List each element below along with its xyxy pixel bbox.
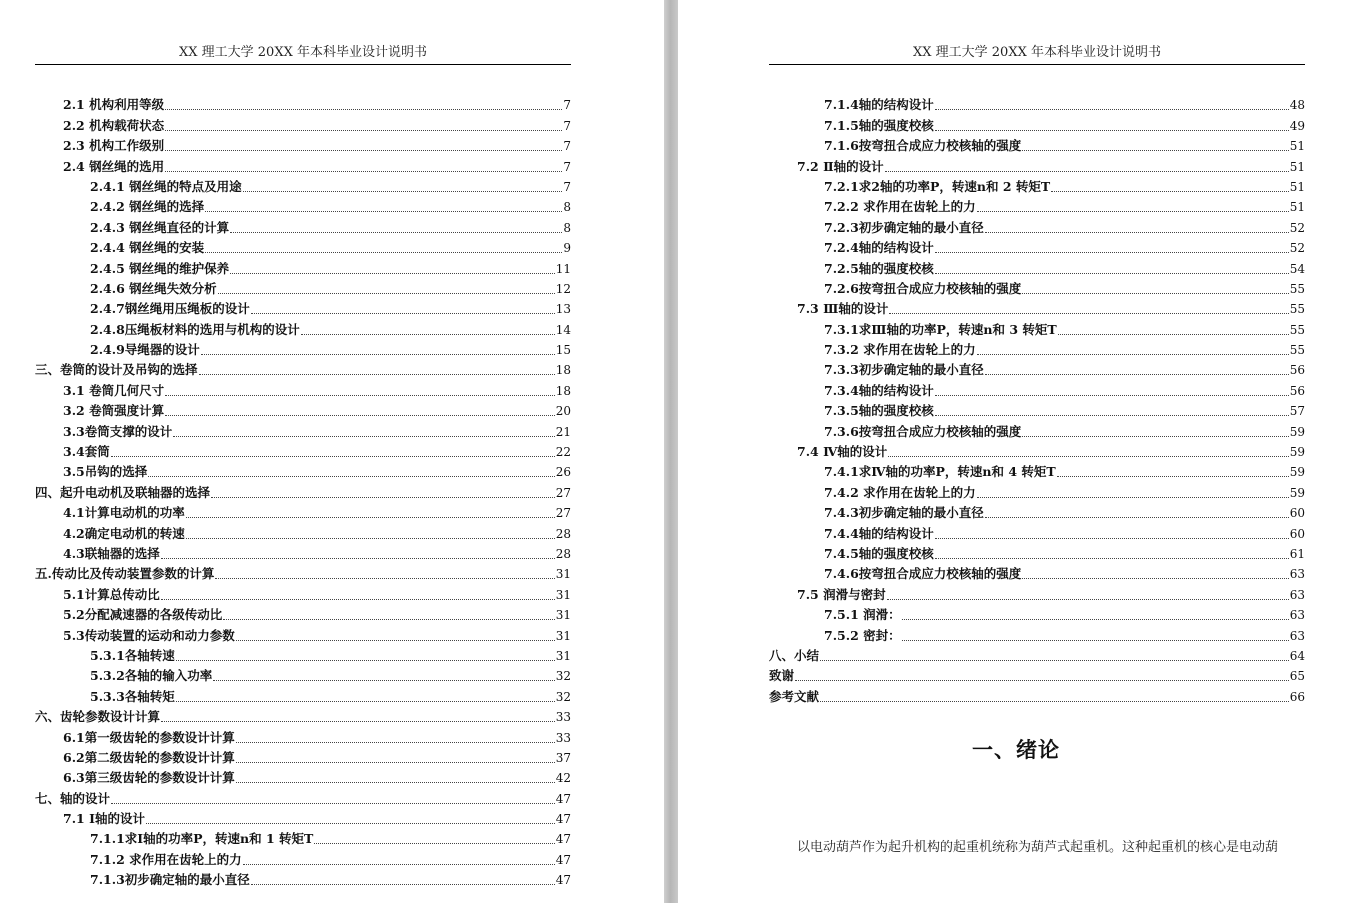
- toc-entry-title: 5.2分配减速器的各级传动比: [63, 607, 223, 623]
- toc-entry[interactable]: [769, 440, 1305, 460]
- toc-page-number: 27: [555, 485, 571, 500]
- toc-dot-leader: [1022, 149, 1288, 151]
- toc-page-number: 63: [1289, 567, 1305, 582]
- toc-dot-leader: [201, 353, 555, 355]
- toc-dot-leader: [176, 659, 555, 661]
- toc-page-number: 59: [1289, 465, 1305, 480]
- toc-dot-leader: [161, 598, 555, 600]
- toc-entry-title: 五.传动比及传动装置参数的计算: [35, 566, 215, 582]
- toc-entry[interactable]: [769, 134, 1305, 154]
- toc-entry-title: 7.2.4轴的结构设计: [824, 240, 934, 256]
- toc-entry-title: 六、齿轮参数设计计算: [35, 709, 161, 725]
- toc-entry[interactable]: [35, 358, 571, 378]
- toc-entry-title: 7.4.5轴的强度校核: [824, 545, 934, 561]
- toc-dot-leader: [902, 618, 1289, 620]
- toc-page-number: 63: [1289, 628, 1305, 643]
- toc-entry[interactable]: [769, 644, 1305, 664]
- toc-entry[interactable]: [769, 501, 1305, 521]
- toc-page-number: 33: [555, 710, 571, 725]
- toc-entry-title: 5.1计算总传动比: [63, 586, 160, 602]
- toc-entry-title: 5.3传动装置的运动和动力参数: [63, 627, 235, 643]
- toc-entry-title: 3.1 卷筒几何尺寸: [63, 382, 165, 398]
- toc-entry[interactable]: [35, 236, 571, 256]
- toc-entry[interactable]: [35, 868, 571, 888]
- toc-dot-leader: [795, 679, 1289, 681]
- toc-page-number: 7: [563, 159, 571, 174]
- toc-entry[interactable]: [35, 378, 571, 398]
- toc-entry-title: 7.1.1求Ⅰ轴的功率P，转速n和 1 转矩T: [90, 831, 314, 847]
- toc-entry[interactable]: [769, 358, 1305, 378]
- toc-entry-title: 2.4.8压绳板材料的选用与机构的设计: [90, 321, 300, 337]
- toc-page-number: 18: [555, 363, 571, 378]
- toc-entry-title: 3.4套筒: [63, 444, 110, 460]
- toc-dot-leader: [301, 333, 555, 335]
- toc-entry-title: 7.5.1 润滑：: [824, 607, 901, 623]
- toc-page-number: 9: [563, 241, 571, 256]
- toc-dot-leader: [148, 475, 554, 477]
- table-of-contents: [769, 93, 1305, 705]
- toc-dot-leader: [251, 883, 555, 885]
- toc-dot-leader: [985, 373, 1289, 375]
- toc-entry-title: 7.1 Ⅰ轴的设计: [63, 811, 145, 827]
- toc-page-number: 31: [555, 628, 571, 643]
- toc-page-number: 65: [1289, 669, 1305, 684]
- table-of-contents: [35, 93, 571, 888]
- toc-entry-title: 7.2.3初步确定轴的最小直径: [824, 219, 984, 235]
- toc-entry-title: 7.3.2 求作用在齿轮上的力: [824, 342, 976, 358]
- toc-page-number: 7: [563, 139, 571, 154]
- toc-entry[interactable]: [769, 338, 1305, 358]
- toc-entry[interactable]: [769, 562, 1305, 582]
- toc-entry-title: 八、小结: [769, 647, 820, 663]
- toc-dot-leader: [935, 414, 1289, 416]
- toc-dot-leader: [186, 516, 555, 518]
- toc-entry[interactable]: [769, 175, 1305, 195]
- body-paragraph: 以电动葫芦作为起升机构的起重机统称为葫芦式起重机。这种起重机的核心是电动葫: [797, 840, 1279, 855]
- toc-entry[interactable]: [769, 603, 1305, 623]
- toc-entry-title: 7.4.3初步确定轴的最小直径: [824, 505, 984, 521]
- toc-dot-leader: [165, 149, 562, 151]
- toc-entry[interactable]: [35, 215, 571, 235]
- toc-dot-leader: [165, 129, 562, 131]
- toc-page-number: 31: [555, 648, 571, 663]
- toc-page-number: 8: [563, 200, 571, 215]
- document-page-right: [678, 0, 1354, 903]
- toc-dot-leader: [176, 700, 555, 702]
- toc-entry-title: 2.4.5 钢丝绳的维护保养: [90, 260, 230, 276]
- toc-page-number: 55: [1289, 343, 1305, 358]
- toc-page-number: 63: [1289, 587, 1305, 602]
- toc-entry-title: 7.5.2 密封：: [824, 627, 901, 643]
- toc-dot-leader: [230, 231, 562, 233]
- toc-entry-title: 7.2.6按弯扭合成应力校核轴的强度: [824, 280, 1022, 296]
- toc-dot-leader: [1058, 333, 1289, 335]
- toc-dot-leader: [111, 802, 555, 804]
- toc-entry-title: 7.1.2 求作用在齿轮上的力: [90, 851, 242, 867]
- toc-dot-leader: [205, 251, 562, 253]
- toc-dot-leader: [230, 272, 555, 274]
- page-gutter: [664, 0, 678, 903]
- toc-dot-leader: [888, 455, 1288, 457]
- toc-entry-title: 2.3 机构工作级别: [63, 138, 165, 154]
- toc-entry[interactable]: [769, 623, 1305, 643]
- toc-entry-title: 7.3.3初步确定轴的最小直径: [824, 362, 984, 378]
- toc-page-number: 60: [1289, 506, 1305, 521]
- toc-page-number: 20: [555, 404, 571, 419]
- toc-page-number: 8: [563, 220, 571, 235]
- toc-dot-leader: [1022, 292, 1288, 294]
- toc-dot-leader: [165, 414, 555, 416]
- toc-dot-leader: [199, 373, 555, 375]
- toc-entry[interactable]: [769, 480, 1305, 500]
- toc-entry[interactable]: [35, 623, 571, 643]
- toc-page-number: 54: [1289, 261, 1305, 276]
- toc-dot-leader: [1022, 435, 1288, 437]
- toc-dot-leader: [902, 639, 1289, 641]
- toc-page-number: 47: [555, 852, 571, 867]
- toc-page-number: 47: [555, 873, 571, 888]
- toc-dot-leader: [977, 210, 1289, 212]
- toc-dot-leader: [161, 557, 555, 559]
- toc-entry-title: 3.2 卷筒强度计算: [63, 403, 165, 419]
- toc-dot-leader: [885, 170, 1289, 172]
- toc-entry[interactable]: [35, 746, 571, 766]
- toc-entry-title: 四、起升电动机及联轴器的选择: [35, 484, 211, 500]
- toc-entry-title: 7.3.4轴的结构设计: [824, 382, 934, 398]
- toc-page-number: 59: [1289, 485, 1305, 500]
- toc-entry[interactable]: [35, 154, 571, 174]
- toc-entry[interactable]: [769, 215, 1305, 235]
- toc-entry-title: 7.1.4轴的结构设计: [824, 97, 934, 113]
- toc-page-number: 14: [555, 322, 571, 337]
- toc-page-number: 55: [1289, 302, 1305, 317]
- toc-page-number: 28: [555, 546, 571, 561]
- toc-entry[interactable]: [35, 297, 571, 317]
- toc-entry[interactable]: [35, 175, 571, 195]
- toc-page-number: 13: [555, 302, 571, 317]
- toc-entry[interactable]: [35, 113, 571, 133]
- toc-dot-leader: [985, 516, 1289, 518]
- toc-entry[interactable]: [769, 399, 1305, 419]
- toc-page-number: 51: [1289, 139, 1305, 154]
- toc-entry[interactable]: [35, 419, 571, 439]
- toc-dot-leader: [236, 761, 555, 763]
- toc-entry[interactable]: [769, 582, 1305, 602]
- toc-page-number: 15: [555, 343, 571, 358]
- toc-entry-title: 6.1第一级齿轮的参数设计计算: [63, 729, 235, 745]
- toc-dot-leader: [165, 170, 562, 172]
- toc-page-number: 49: [1289, 118, 1305, 133]
- toc-entry[interactable]: [35, 603, 571, 623]
- toc-entry-title: 7.1.5轴的强度校核: [824, 117, 934, 133]
- toc-page-number: 31: [555, 567, 571, 582]
- toc-entry[interactable]: [35, 256, 571, 276]
- toc-entry[interactable]: [769, 521, 1305, 541]
- toc-dot-leader: [223, 618, 554, 620]
- toc-dot-leader: [977, 353, 1289, 355]
- toc-page-number: 7: [563, 179, 571, 194]
- toc-page-number: 21: [555, 424, 571, 439]
- toc-page-number: 47: [555, 791, 571, 806]
- toc-dot-leader: [173, 435, 554, 437]
- toc-dot-leader: [985, 231, 1289, 233]
- page-header: XX 理工大学 20XX 年本科毕业设计说明书: [769, 44, 1305, 65]
- toc-page-number: 51: [1289, 159, 1305, 174]
- toc-dot-leader: [165, 394, 555, 396]
- toc-page-number: 66: [1289, 689, 1305, 704]
- toc-dot-leader: [186, 537, 555, 539]
- toc-entry-title: 6.2第二级齿轮的参数设计计算: [63, 749, 235, 765]
- toc-page-number: 56: [1289, 383, 1305, 398]
- toc-page-number: 47: [555, 812, 571, 827]
- toc-entry[interactable]: [35, 786, 571, 806]
- toc-page-number: 59: [1289, 424, 1305, 439]
- toc-entry[interactable]: [35, 134, 571, 154]
- toc-entry[interactable]: [769, 460, 1305, 480]
- toc-entry[interactable]: [35, 440, 571, 460]
- toc-entry[interactable]: [35, 399, 571, 419]
- toc-dot-leader: [243, 863, 555, 865]
- toc-entry[interactable]: [769, 297, 1305, 317]
- toc-page-number: 55: [1289, 322, 1305, 337]
- chapter-heading: 一、绪论: [972, 737, 1060, 762]
- toc-dot-leader: [205, 210, 562, 212]
- toc-page-number: 28: [555, 526, 571, 541]
- toc-entry[interactable]: [35, 705, 571, 725]
- toc-entry-title: 3.3卷筒支撑的设计: [63, 423, 173, 439]
- toc-page-number: 11: [555, 261, 571, 276]
- toc-dot-leader: [935, 537, 1289, 539]
- toc-entry-title: 2.4.4 钢丝绳的安装: [90, 240, 205, 256]
- toc-dot-leader: [161, 720, 555, 722]
- toc-entry-title: 4.2确定电动机的转速: [63, 525, 185, 541]
- toc-entry[interactable]: [769, 256, 1305, 276]
- toc-entry[interactable]: [35, 766, 571, 786]
- toc-page-number: 63: [1289, 608, 1305, 623]
- toc-entry-title: 2.2 机构载荷状态: [63, 117, 165, 133]
- toc-page-number: 37: [555, 750, 571, 765]
- toc-page-number: 61: [1289, 546, 1305, 561]
- toc-entry-title: 2.4.3 钢丝绳直径的计算: [90, 219, 230, 235]
- toc-entry[interactable]: [35, 562, 571, 582]
- toc-entry[interactable]: [35, 277, 571, 297]
- toc-entry-title: 2.4.7钢丝绳用压绳板的设计: [90, 301, 250, 317]
- toc-dot-leader: [211, 496, 555, 498]
- toc-dot-leader: [820, 659, 1289, 661]
- toc-entry-title: 3.5吊钩的选择: [63, 464, 148, 480]
- page-header: XX 理工大学 20XX 年本科毕业设计说明书: [35, 44, 571, 65]
- toc-page-number: 31: [555, 608, 571, 623]
- toc-entry-title: 参考文献: [769, 688, 820, 704]
- toc-dot-leader: [251, 312, 555, 314]
- toc-entry[interactable]: [35, 317, 571, 337]
- toc-dot-leader: [215, 577, 554, 579]
- toc-entry[interactable]: [35, 644, 571, 664]
- toc-entry[interactable]: [35, 725, 571, 745]
- toc-entry[interactable]: [35, 93, 571, 113]
- toc-dot-leader: [935, 129, 1289, 131]
- toc-page-number: 33: [555, 730, 571, 745]
- toc-page-number: 26: [555, 465, 571, 480]
- toc-entry-title: 5.3.3各轴转矩: [90, 688, 175, 704]
- toc-page-number: 52: [1289, 220, 1305, 235]
- toc-page-number: 47: [555, 832, 571, 847]
- toc-entry[interactable]: [769, 195, 1305, 215]
- toc-entry-title: 7.4.2 求作用在齿轮上的力: [824, 484, 976, 500]
- toc-entry[interactable]: [769, 277, 1305, 297]
- toc-dot-leader: [314, 842, 554, 844]
- toc-page-number: 32: [555, 689, 571, 704]
- toc-entry-title: 7.2.2 求作用在齿轮上的力: [824, 199, 976, 215]
- toc-dot-leader: [165, 108, 562, 110]
- toc-entry[interactable]: [35, 827, 571, 847]
- toc-entry-title: 致谢: [769, 668, 795, 684]
- toc-entry-title: 7.2.1求2轴的功率P，转速n和 2 转矩T: [824, 178, 1051, 194]
- toc-page-number: 18: [555, 383, 571, 398]
- toc-entry-title: 7.4.1求Ⅳ轴的功率P，转速n和 4 转矩T: [824, 464, 1056, 480]
- toc-entry[interactable]: [769, 317, 1305, 337]
- toc-dot-leader: [218, 292, 555, 294]
- toc-entry[interactable]: [769, 684, 1305, 704]
- toc-dot-leader: [236, 781, 555, 783]
- toc-dot-leader: [146, 822, 555, 824]
- toc-page-number: 51: [1289, 200, 1305, 215]
- toc-entry[interactable]: [769, 542, 1305, 562]
- toc-entry[interactable]: [35, 664, 571, 684]
- toc-dot-leader: [1051, 190, 1289, 192]
- toc-entry-title: 7.1.3初步确定轴的最小直径: [90, 872, 250, 888]
- toc-dot-leader: [1057, 475, 1289, 477]
- toc-entry-title: 7.3 Ⅲ轴的设计: [797, 301, 889, 317]
- toc-entry[interactable]: [35, 807, 571, 827]
- toc-entry[interactable]: [35, 460, 571, 480]
- toc-dot-leader: [820, 700, 1289, 702]
- toc-dot-leader: [236, 741, 555, 743]
- toc-entry[interactable]: [35, 338, 571, 358]
- toc-entry-title: 4.3联轴器的选择: [63, 545, 160, 561]
- toc-dot-leader: [935, 557, 1289, 559]
- toc-dot-leader: [889, 312, 1288, 314]
- toc-entry[interactable]: [35, 684, 571, 704]
- toc-entry[interactable]: [769, 154, 1305, 174]
- toc-entry-title: 5.3.2各轴的输入功率: [90, 668, 213, 684]
- toc-entry-title: 2.4.6 钢丝绳失效分析: [90, 280, 217, 296]
- toc-page-number: 7: [563, 98, 571, 113]
- toc-dot-leader: [935, 108, 1289, 110]
- toc-entry[interactable]: [769, 236, 1305, 256]
- toc-entry-title: 七、轴的设计: [35, 790, 111, 806]
- toc-dot-leader: [887, 598, 1289, 600]
- toc-page-number: 51: [1289, 179, 1305, 194]
- toc-entry-title: 4.1计算电动机的功率: [63, 505, 185, 521]
- toc-page-number: 56: [1289, 363, 1305, 378]
- toc-entry[interactable]: [769, 419, 1305, 439]
- toc-dot-leader: [213, 679, 554, 681]
- toc-page-number: 64: [1289, 648, 1305, 663]
- toc-page-number: 32: [555, 669, 571, 684]
- toc-entry[interactable]: [35, 521, 571, 541]
- toc-entry-title: 7.4.6按弯扭合成应力校核轴的强度: [824, 566, 1022, 582]
- toc-entry-title: 2.4 钢丝绳的选用: [63, 158, 165, 174]
- toc-dot-leader: [935, 394, 1289, 396]
- toc-entry[interactable]: [35, 582, 571, 602]
- toc-entry-title: 7.1.6按弯扭合成应力校核轴的强度: [824, 138, 1022, 154]
- toc-page-number: 12: [555, 281, 571, 296]
- toc-page-number: 59: [1289, 445, 1305, 460]
- toc-entry[interactable]: [769, 664, 1305, 684]
- toc-page-number: 60: [1289, 526, 1305, 541]
- toc-entry[interactable]: [769, 93, 1305, 113]
- toc-entry[interactable]: [35, 542, 571, 562]
- toc-dot-leader: [935, 251, 1289, 253]
- toc-page-number: 57: [1289, 404, 1305, 419]
- toc-page-number: 7: [563, 118, 571, 133]
- toc-page-number: 52: [1289, 241, 1305, 256]
- toc-entry-title: 5.3.1各轴转速: [90, 647, 175, 663]
- toc-entry-title: 2.4.9导绳器的设计: [90, 342, 200, 358]
- toc-entry[interactable]: [35, 480, 571, 500]
- toc-page-number: 27: [555, 506, 571, 521]
- toc-page-number: 22: [555, 445, 571, 460]
- toc-entry-title: 2.4.1 钢丝绳的特点及用途: [90, 178, 242, 194]
- toc-entry-title: 7.4 Ⅳ轴的设计: [797, 444, 888, 460]
- toc-page-number: 31: [555, 587, 571, 602]
- toc-entry-title: 6.3第三级齿轮的参数设计计算: [63, 770, 235, 786]
- toc-entry-title: 7.4.4轴的结构设计: [824, 525, 934, 541]
- toc-entry[interactable]: [769, 378, 1305, 398]
- toc-entry-title: 三、卷筒的设计及吊钩的选择: [35, 362, 198, 378]
- toc-dot-leader: [1022, 577, 1288, 579]
- toc-dot-leader: [977, 496, 1289, 498]
- toc-entry-title: 2.4.2 钢丝绳的选择: [90, 199, 205, 215]
- toc-entry[interactable]: [35, 501, 571, 521]
- toc-entry[interactable]: [35, 847, 571, 867]
- toc-dot-leader: [243, 190, 563, 192]
- toc-entry[interactable]: [35, 195, 571, 215]
- toc-entry-title: 7.3.5轴的强度校核: [824, 403, 934, 419]
- document-page-left: [0, 0, 664, 903]
- toc-dot-leader: [935, 272, 1289, 274]
- toc-page-number: 42: [555, 771, 571, 786]
- toc-page-number: 55: [1289, 281, 1305, 296]
- toc-entry-title: 7.3.6按弯扭合成应力校核轴的强度: [824, 423, 1022, 439]
- toc-entry-title: 7.2 Ⅱ轴的设计: [797, 158, 884, 174]
- toc-dot-leader: [111, 455, 555, 457]
- toc-entry-title: 7.3.1求Ⅲ轴的功率P，转速n和 3 转矩T: [824, 321, 1057, 337]
- toc-entry[interactable]: [769, 113, 1305, 133]
- toc-page-number: 48: [1289, 98, 1305, 113]
- toc-entry-title: 7.5 润滑与密封: [797, 586, 886, 602]
- toc-entry-title: 7.2.5轴的强度校核: [824, 260, 934, 276]
- toc-entry-title: 2.1 机构利用等级: [63, 97, 165, 113]
- toc-dot-leader: [236, 639, 555, 641]
